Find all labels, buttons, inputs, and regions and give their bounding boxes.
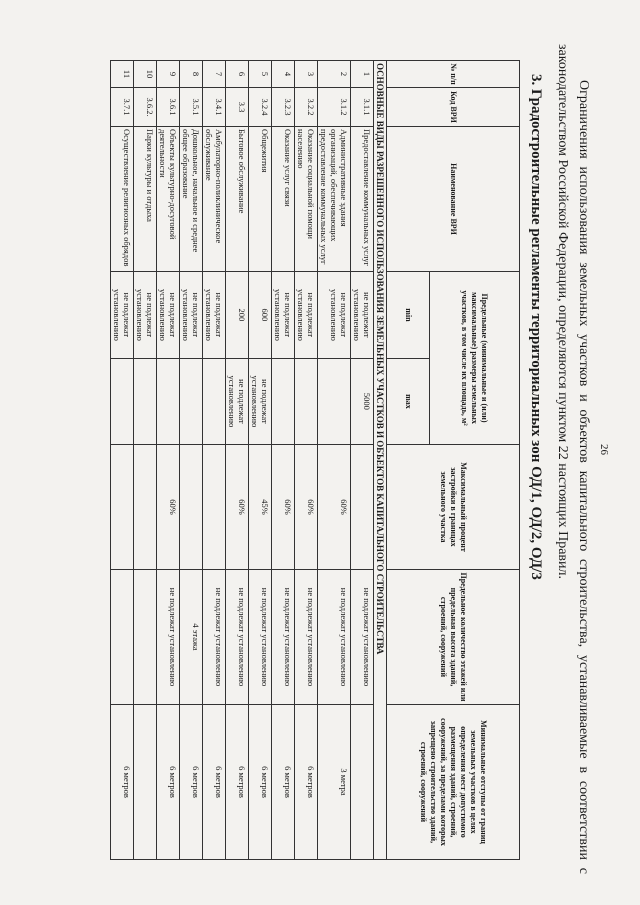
intro-paragraph: Ограничения использования земельных участков и объектов капитального строительства, устанавливаемые в соответствии с законодательством Российской Федерации, определяются пунктом 22 настоящих Правил. [555, 44, 591, 874]
cell-percent: 60% [295, 445, 318, 570]
cell-name: Осуществление религиозных обрядов [111, 127, 134, 272]
cell-num: 6 [226, 61, 249, 88]
cell-min: 200 [226, 272, 249, 359]
cell-setback: 3 метра [318, 705, 351, 860]
cell-floors: не подлежат установлению [157, 570, 180, 705]
cell-name: Оказание услуг связи [272, 127, 295, 272]
cell-num: 9 [157, 61, 180, 88]
regulations-table [110, 60, 520, 860]
table-row [111, 61, 134, 860]
cell-name: Амбулаторно-поликлиническое обслуживание [203, 127, 226, 272]
cell-setback: 6 метров [272, 705, 295, 860]
cell-max: не подлежат установлению [249, 358, 272, 444]
cell-setback: 6 метров [157, 705, 180, 860]
cell-code: 3.2.3 [272, 88, 295, 127]
cell-percent [134, 445, 157, 570]
header-min: min [387, 272, 430, 359]
cell-floors: не подлежат установлению [272, 570, 295, 705]
table-row [318, 61, 351, 860]
cell-floors: не подлежат установлению [249, 570, 272, 705]
cell-floors [134, 570, 157, 705]
cell-max [134, 358, 157, 444]
cell-percent [111, 445, 134, 570]
cell-name: Бытовое обслуживание [226, 127, 249, 272]
cell-percent: 60% [318, 445, 351, 570]
cell-max [295, 358, 318, 444]
cell-code: 3.4.1 [203, 88, 226, 127]
table-row [134, 61, 157, 860]
cell-min: не подлежат установлению [295, 272, 318, 359]
cell-num: 10 [134, 61, 157, 88]
cell-code: 3.3 [226, 88, 249, 127]
cell-percent [203, 445, 226, 570]
table-row [295, 61, 318, 860]
cell-floors [111, 570, 134, 705]
cell-percent: 45% [249, 445, 272, 570]
cell-setback [134, 705, 157, 860]
cell-min: не подлежит установлению [351, 272, 374, 359]
header-num: № п/п [387, 61, 520, 88]
cell-min: не подлежат установлению [180, 272, 203, 359]
header-setback: Минимальные отступы от границ земельных участков в целях определения мест допустимого размещения зданий, строений, сооружений, за пределами которых запрещено строительство зданий, строений, сооружений [387, 705, 520, 860]
cell-min: не подлежат установлению [318, 272, 351, 359]
cell-code: 3.6.1 [157, 88, 180, 127]
cell-num: 1 [351, 61, 374, 88]
cell-num: 11 [111, 61, 134, 88]
cell-setback: 6 метров [203, 705, 226, 860]
cell-floors: не подлежат установлению [351, 570, 374, 705]
cell-min: 600 [249, 272, 272, 359]
cell-floors: не подлежат установлению [318, 570, 351, 705]
cell-name: Объекты культурно-досуговой деятельности [157, 127, 180, 272]
cell-min: не подлежат установлению [111, 272, 134, 359]
cell-name: Оказание социальной помощи населению [295, 127, 318, 272]
header-max: max [387, 358, 430, 444]
cell-max [272, 358, 295, 444]
cell-code: 3.5.1 [180, 88, 203, 127]
cell-name: Предоставление коммунальных услуг [351, 127, 374, 272]
cell-num: 3 [295, 61, 318, 88]
cell-setback: 6 метров [180, 705, 203, 860]
cell-percent [180, 445, 203, 570]
cell-setback: 6 метров [249, 705, 272, 860]
header-percent: Максимальный процент застройки в границах земельного участка [387, 445, 520, 570]
cell-code: 3.1.1 [351, 88, 374, 127]
cell-code: 3.2.4 [249, 88, 272, 127]
section-heading: 3. Градостроительные регламенты территориальных зон ОД/1, ОД/2, ОД/3 [528, 74, 544, 580]
cell-num: 2 [318, 61, 351, 88]
table-row [351, 61, 374, 860]
cell-code: 3.1.2 [318, 88, 351, 127]
cell-setback: 6 метров [111, 705, 134, 860]
header-size-group: Предельные (минимальные и (или) максимальные) размеры земельных участков, в том числе их площадь, м² [430, 272, 520, 445]
cell-max [180, 358, 203, 444]
cell-percent: 60% [226, 445, 249, 570]
cell-code: 3.7.1 [111, 88, 134, 127]
cell-min: не подлежат установлению [203, 272, 226, 359]
cell-max: 5000 [351, 358, 374, 444]
cell-setback [351, 705, 374, 860]
cell-floors: не подлежат установлению [295, 570, 318, 705]
cell-num: 8 [180, 61, 203, 88]
cell-max [203, 358, 226, 444]
cell-min: не подлежат установлению [134, 272, 157, 359]
header-name: Наименование ВРИ [387, 127, 520, 272]
rotated-content [16, 14, 616, 894]
cell-floors: 4 этажа [180, 570, 203, 705]
cell-num: 5 [249, 61, 272, 88]
cell-max [318, 358, 351, 444]
header-code: Код ВРИ [387, 88, 520, 127]
cell-min: не подлежат установлению [272, 272, 295, 359]
cell-percent: 60% [272, 445, 295, 570]
cell-max [111, 358, 134, 444]
table-row [157, 61, 180, 860]
section-title-row: ОСНОВНЫЕ ВИДЫ РАЗРЕШЕННОГО ИСПОЛЬЗОВАНИЯ ЗЕМЕЛЬНЫХ УЧАСТКОВ И ОБЪЕКТОВ КАПИТАЛЬНОГО СТРОИТЕЛЬСТВА [374, 61, 387, 860]
cell-setback: 6 метров [226, 705, 249, 860]
header-floors: Предельное количество этажей или предельная высота зданий, строений, сооружений [387, 570, 520, 705]
cell-num: 4 [272, 61, 295, 88]
cell-floors: не подлежат установлению [203, 570, 226, 705]
cell-percent: 60% [157, 445, 180, 570]
cell-code: 3.6.2. [134, 88, 157, 127]
page-number: 26 [598, 444, 610, 455]
cell-max [157, 358, 180, 444]
cell-max: не подлежат установлению [226, 358, 249, 444]
cell-name: Общежития [249, 127, 272, 272]
cell-setback: 6 метров [295, 705, 318, 860]
cell-name: Дошкольное, начальное и среднее общее образование [180, 127, 203, 272]
table-row [203, 61, 226, 860]
cell-percent [351, 445, 374, 570]
table-row [180, 61, 203, 860]
table-row [249, 61, 272, 860]
cell-min: не подлежат установлению [157, 272, 180, 359]
cell-name: Парки культуры и отдыха [134, 127, 157, 272]
cell-num: 7 [203, 61, 226, 88]
cell-floors: не подлежат установлению [226, 570, 249, 705]
table-row [226, 61, 249, 860]
cell-code: 3.2.2 [295, 88, 318, 127]
cell-name: Административные здания организаций, обеспечивающих предоставление коммунальных услуг [318, 127, 351, 272]
table-row [272, 61, 295, 860]
